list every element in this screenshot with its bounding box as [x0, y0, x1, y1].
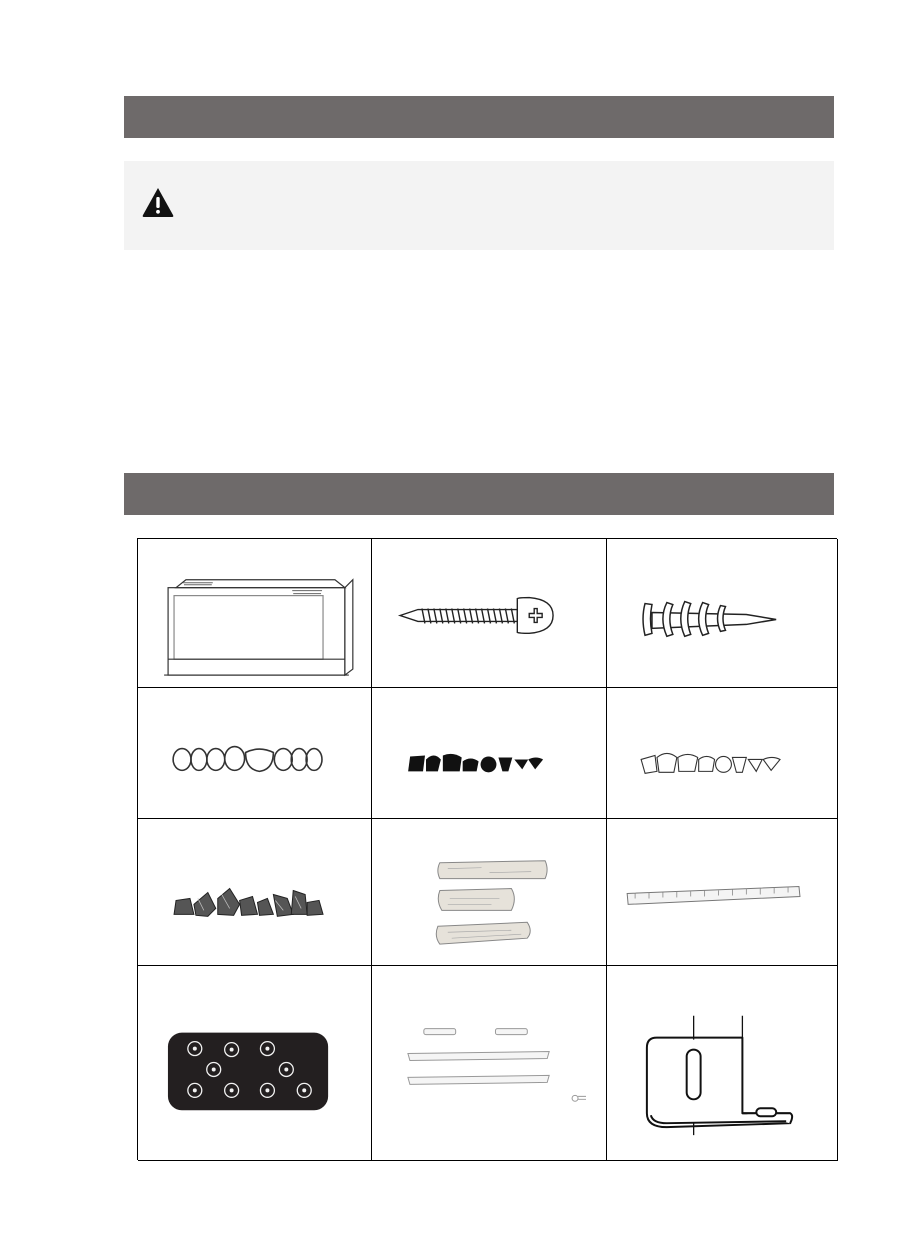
- part-cell: [607, 819, 838, 966]
- part-cell: [372, 966, 607, 1161]
- clear-pebbles-image: [138, 688, 371, 818]
- wall-anchor-image: [607, 539, 837, 687]
- fireplace-unit-image: [138, 539, 371, 687]
- mounting-bracket-image: [607, 966, 837, 1160]
- section-header-bar: [124, 96, 834, 138]
- warning-triangle-icon: [141, 186, 175, 218]
- screw-image: [372, 539, 606, 687]
- part-cell: [607, 539, 838, 688]
- trim-strips-image: [372, 966, 606, 1160]
- part-cell: [372, 819, 607, 966]
- part-cell: [372, 539, 607, 688]
- ruler-strip-image: [607, 819, 837, 965]
- part-cell: [138, 819, 372, 966]
- white-stones-image: [607, 688, 837, 818]
- parts-table: [137, 538, 837, 1160]
- rock-set-image: [138, 819, 371, 965]
- part-cell: [372, 688, 607, 819]
- black-stones-image: [372, 688, 606, 818]
- section-header-bar: [124, 473, 834, 515]
- part-cell: [607, 966, 838, 1161]
- warning-box: [124, 161, 834, 250]
- part-cell: [138, 966, 372, 1161]
- part-cell: [607, 688, 838, 819]
- log-set-image: [372, 819, 606, 965]
- part-cell: [138, 539, 372, 688]
- part-cell: [138, 688, 372, 819]
- remote-control-image: [138, 966, 371, 1160]
